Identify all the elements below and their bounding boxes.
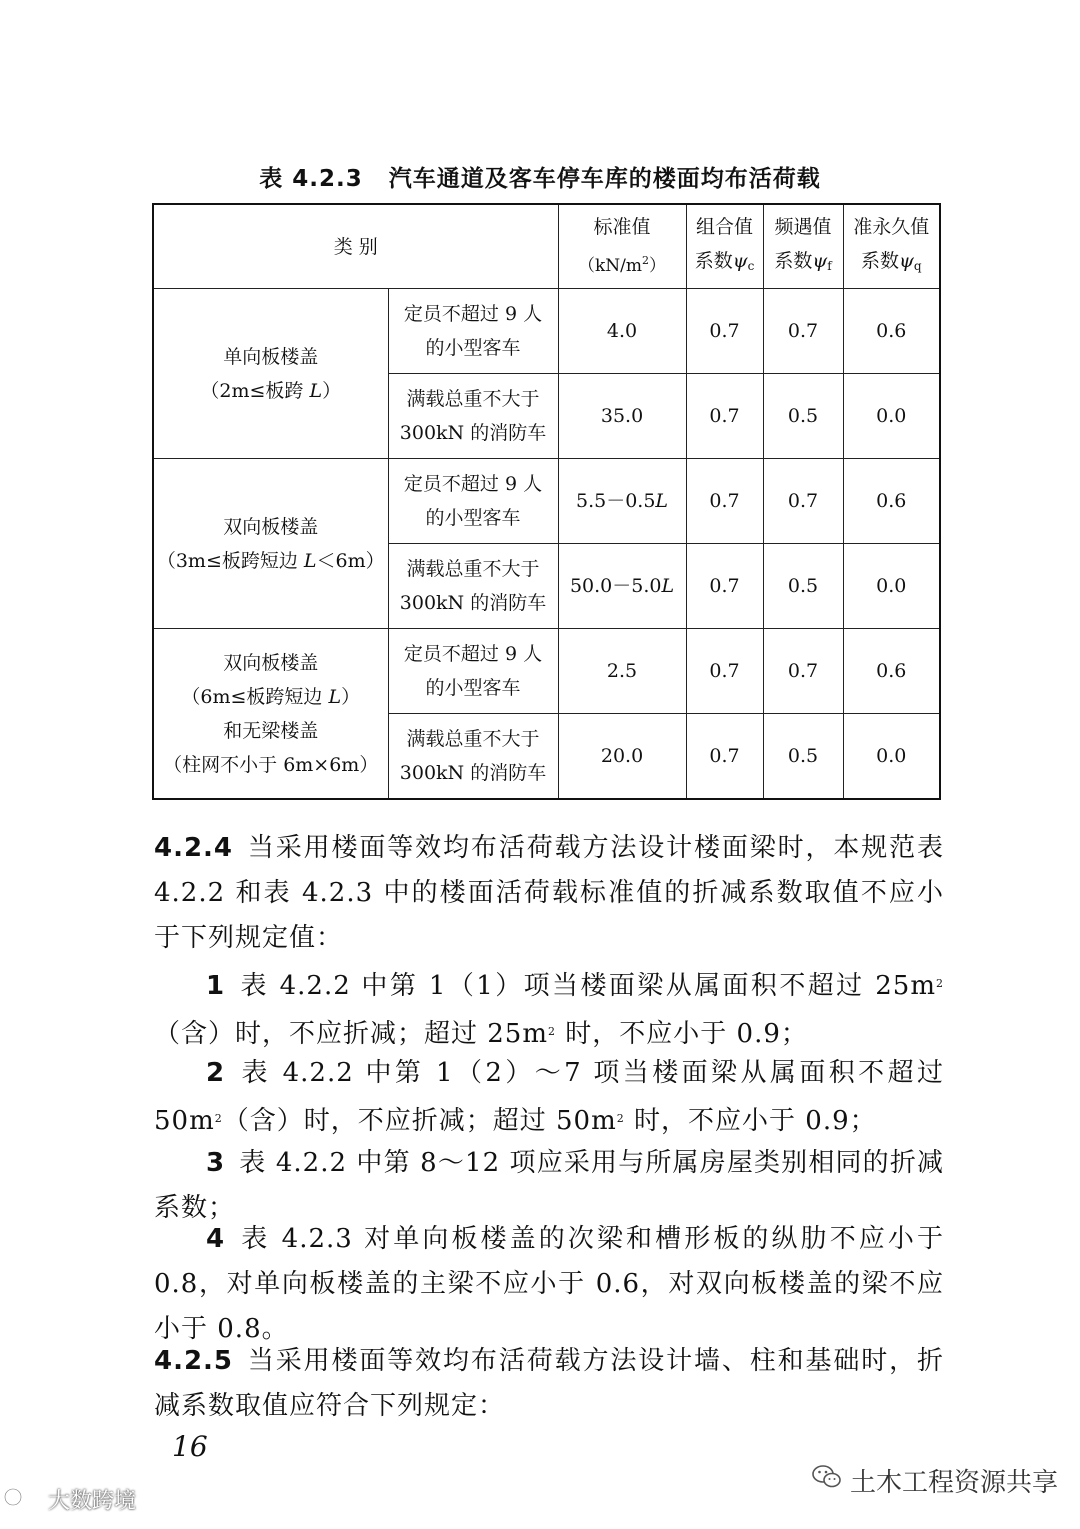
item-number: 2 <box>206 1058 226 1088</box>
item-number: 1 <box>206 971 226 1001</box>
watermark-right <box>812 1462 1058 1499</box>
vehicle-type: 定员不超过 9 人 的小型客车 <box>388 629 558 714</box>
standard-value: 5.5－0.5L <box>558 459 686 544</box>
item-number: 4 <box>206 1224 226 1254</box>
item-1: 1 表 4.2.2 中第 1（1）项当楼面梁从属面积不超过 $25m^2$（含）时，不应折减；超过 $25m^2$ 时，不应小于 0.9； <box>154 971 944 1049</box>
clause-number: 4.2.5 <box>154 1346 234 1376</box>
item-2: 2 表 4.2.2 中第 1（2）～7 项当楼面梁从属面积不超过 $50m^2$（含）时，不应折减；超过 $50m^2$ 时，不应小于 0.9； <box>154 1058 944 1136</box>
item-4: 4 表 4.2.3 对单向板楼盖的次梁和槽形板的纵肋不应小于 0.8，对单向板楼盖的主梁不应小于 0.6，对双向板楼盖的梁不应小于 0.8。 <box>154 1224 944 1344</box>
psi-q: 0.6 <box>843 289 940 374</box>
psi-f: 0.5 <box>763 714 843 800</box>
header-standard <box>558 204 686 289</box>
psi-c: 0.7 <box>686 714 763 800</box>
table-row <box>153 459 940 544</box>
vehicle-type: 满载总重不大于 300kN 的消防车 <box>388 714 558 800</box>
vehicle-type: 满载总重不大于 300kN 的消防车 <box>388 544 558 629</box>
psi-q: 0.6 <box>843 459 940 544</box>
table-header-row <box>153 204 940 289</box>
psi-c: 0.7 <box>686 629 763 714</box>
group-category: 双向板楼盖 （6m≤板跨短边 L） 和无梁楼盖 （柱网不小于 6m×6m） <box>153 629 388 800</box>
header-category: 类 别 <box>153 204 558 289</box>
clause-text: 当采用楼面等效均布活荷载方法设计墙、柱和基础时，折减系数取值应符合下列规定： <box>154 1346 944 1421</box>
psi-f: 0.7 <box>763 289 843 374</box>
caption-number: 表 4.2.3 <box>259 166 363 192</box>
header-quasi-permanent: 准永久值 系数$\psi_q$ <box>843 204 940 289</box>
standard-value: 35.0 <box>558 374 686 459</box>
psi-f: 0.5 <box>763 374 843 459</box>
standard-value: 20.0 <box>558 714 686 800</box>
watermark-right-text: 土木工程资源共享 <box>849 1468 1058 1498</box>
header-standard-label: 标准值 <box>593 216 651 238</box>
caption-title: 汽车通道及客车停车库的楼面均布活荷载 <box>388 166 821 192</box>
psi-f: 0.7 <box>763 459 843 544</box>
load-table <box>152 203 941 800</box>
standard-value: 50.0－5.0L <box>558 544 686 629</box>
psi-q: 0.0 <box>843 374 940 459</box>
psi-c: 0.7 <box>686 459 763 544</box>
standard-value: 4.0 <box>558 289 686 374</box>
item-3: 3 表 4.2.2 中第 8～12 项应采用与所属房屋类别相同的折减系数； <box>154 1148 944 1223</box>
psi-c: 0.7 <box>686 374 763 459</box>
standard-value: 2.5 <box>558 629 686 714</box>
item-number: 3 <box>206 1148 226 1178</box>
group-category: 双向板楼盖 （3m≤板跨短边 L＜6m） <box>153 459 388 629</box>
psi-f: 0.5 <box>763 544 843 629</box>
header-standard-unit: $(kN/m^2)$ <box>578 254 667 276</box>
psi-q: 0.0 <box>843 714 940 800</box>
vehicle-type: 定员不超过 9 人 的小型客车 <box>388 289 558 374</box>
psi-f: 0.7 <box>763 629 843 714</box>
psi-q: 0.6 <box>843 629 940 714</box>
table-row <box>153 629 940 714</box>
clause-text: 当采用楼面等效均布活荷载方法设计楼面梁时，本规范表 4.2.2 和表 4.2.3 中的楼面活荷载标准值的折减系数取值不应小于下列规定值： <box>154 833 944 953</box>
watermark-left <box>4 1484 136 1515</box>
table-row <box>153 289 940 374</box>
page-number: 16 <box>172 1430 208 1463</box>
clause-4-2-5 <box>154 1339 944 1429</box>
psi-c: 0.7 <box>686 544 763 629</box>
header-frequent: 频遇值 系数$\psi_f$ <box>763 204 843 289</box>
table-caption <box>0 160 1080 193</box>
watermark-left-text: 大数跨境 <box>48 1489 137 1514</box>
psi-c: 0.7 <box>686 289 763 374</box>
group-category: 单向板楼盖 （2m≤板跨 L） <box>153 289 388 459</box>
vehicle-type: 满载总重不大于 300kN 的消防车 <box>388 374 558 459</box>
wechat-icon <box>812 1464 842 1497</box>
vehicle-type: 定员不超过 9 人 的小型客车 <box>388 459 558 544</box>
psi-q: 0.0 <box>843 544 940 629</box>
header-combination: 组合值 系数$\psi_c$ <box>686 204 763 289</box>
clause-4-2-4 <box>154 826 944 961</box>
logo-icon <box>4 1485 44 1515</box>
clause-number: 4.2.4 <box>154 833 234 863</box>
